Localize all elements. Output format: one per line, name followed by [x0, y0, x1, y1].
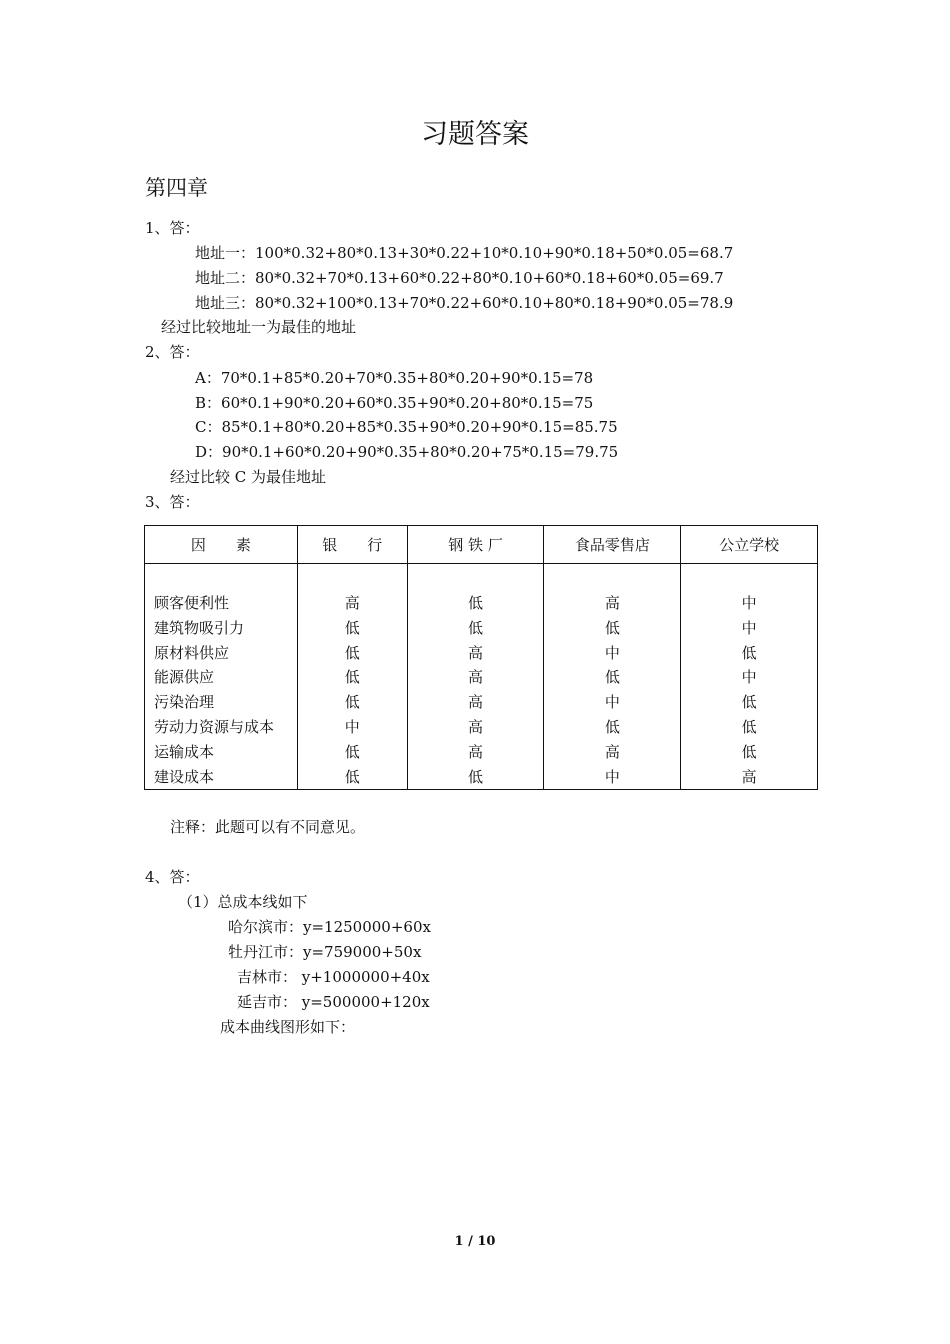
rating-cell: 中 — [741, 594, 757, 612]
q4-line-yanji: 延吉市： y=500000+120x — [237, 993, 430, 1011]
q4-label: 4、答： — [145, 868, 200, 886]
rating-cell: 中 — [604, 643, 620, 662]
q2-line-a: A：70*0.1+85*0.20+70*0.35+80*0.20+90*0.15=78 — [195, 369, 594, 387]
rating-cell: 低 — [344, 668, 360, 687]
rating-cell: 低 — [741, 742, 757, 761]
header-food-store: 食品零售店 — [544, 526, 681, 564]
header-public-school: 公立学校 — [681, 526, 818, 564]
header-factor: 因 素 — [145, 526, 298, 564]
factor-item: 运输成本 — [154, 742, 215, 761]
rating-cell: 低 — [741, 643, 757, 662]
rating-cell: 低 — [741, 693, 757, 712]
q4-line-harbin: 哈尔滨市：y=1250000+60x — [228, 918, 431, 936]
rating-cell: 高 — [468, 643, 484, 662]
rating-cell: 低 — [604, 717, 620, 736]
page-title: 习题答案 — [421, 119, 529, 150]
rating-cell: 高 — [741, 767, 757, 786]
rating-cell: 低 — [468, 767, 484, 786]
factor-item: 顾客便利性 — [154, 594, 230, 612]
q3-note: 注释：此题可以有不同意见。 — [170, 818, 366, 836]
q1-label: 1、答： — [145, 219, 200, 237]
factor-item: 污染治理 — [154, 693, 215, 712]
header-bank: 银 行 — [297, 526, 407, 564]
factor-item: 建设成本 — [154, 767, 215, 786]
q1-line-1: 地址一：100*0.32+80*0.13+30*0.22+10*0.10+90*0.18+50*0.05=68.7 — [195, 244, 734, 262]
factor-item: 能源供应 — [154, 668, 215, 687]
steel-plant-column — [407, 564, 544, 790]
rating-cell: 高 — [468, 742, 484, 761]
q2-line-d: D：90*0.1+60*0.20+90*0.35+80*0.20+75*0.15=79.75 — [195, 443, 619, 461]
q1-line-3: 地址三：80*0.32+100*0.13+70*0.22+60*0.10+80*0.18+90*0.05=78.9 — [195, 294, 734, 312]
q1-conclusion: 经过比较地址一为最佳的地址 — [161, 318, 357, 336]
rating-cell: 中 — [344, 717, 360, 736]
rating-cell: 中 — [604, 767, 620, 786]
rating-cell: 低 — [344, 693, 360, 712]
rating-cell: 低 — [468, 594, 484, 612]
rating-cell: 高 — [344, 594, 360, 612]
factor-item: 原材料供应 — [154, 643, 230, 662]
rating-cell: 低 — [741, 717, 757, 736]
rating-cell: 高 — [468, 693, 484, 712]
table-body-row — [145, 564, 818, 790]
factor-item: 建筑物吸引力 — [154, 618, 245, 637]
page-number: 1 / 10 — [454, 1234, 496, 1249]
rating-cell: 高 — [604, 742, 620, 761]
rating-cell: 高 — [468, 668, 484, 687]
rating-cell: 高 — [468, 717, 484, 736]
q4-line-jilin: 吉林市： y+1000000+40x — [237, 968, 430, 986]
rating-cell: 中 — [741, 668, 757, 687]
header-steel-plant: 钢 铁 厂 — [407, 526, 544, 564]
rating-cell: 低 — [344, 618, 360, 637]
chapter-heading: 第四章 — [145, 176, 208, 200]
factor-table — [144, 525, 818, 790]
bank-column — [297, 564, 407, 790]
food-store-column — [544, 564, 681, 790]
q2-line-c: C：85*0.1+80*0.20+85*0.35+90*0.20+90*0.15=85.75 — [195, 418, 618, 436]
q2-line-b: B：60*0.1+90*0.20+60*0.35+90*0.20+80*0.15=75 — [195, 394, 594, 412]
public-school-column — [681, 564, 818, 790]
q4-subheading: （1）总成本线如下 — [178, 893, 308, 911]
rating-cell: 低 — [604, 618, 620, 637]
rating-cell: 高 — [604, 594, 620, 612]
rating-cell: 低 — [344, 767, 360, 786]
rating-cell: 中 — [604, 693, 620, 712]
factor-item: 劳动力资源与成本 — [154, 717, 275, 736]
factor-column — [145, 564, 298, 790]
q2-label: 2、答： — [145, 343, 200, 361]
q4-line-mudanjiang: 牡丹江市：y=759000+50x — [228, 943, 422, 961]
q3-label: 3、答： — [145, 493, 200, 511]
rating-cell: 低 — [604, 668, 620, 687]
rating-cell: 中 — [741, 618, 757, 637]
table-header-row — [145, 526, 818, 564]
q1-line-2: 地址二：80*0.32+70*0.13+60*0.22+80*0.10+60*0.18+60*0.05=69.7 — [195, 269, 724, 287]
rating-cell: 低 — [344, 742, 360, 761]
rating-cell: 低 — [344, 643, 360, 662]
q2-conclusion: 经过比较 C 为最佳地址 — [170, 468, 327, 486]
q4-after-text: 成本曲线图形如下： — [220, 1018, 356, 1036]
rating-cell: 低 — [468, 618, 484, 637]
